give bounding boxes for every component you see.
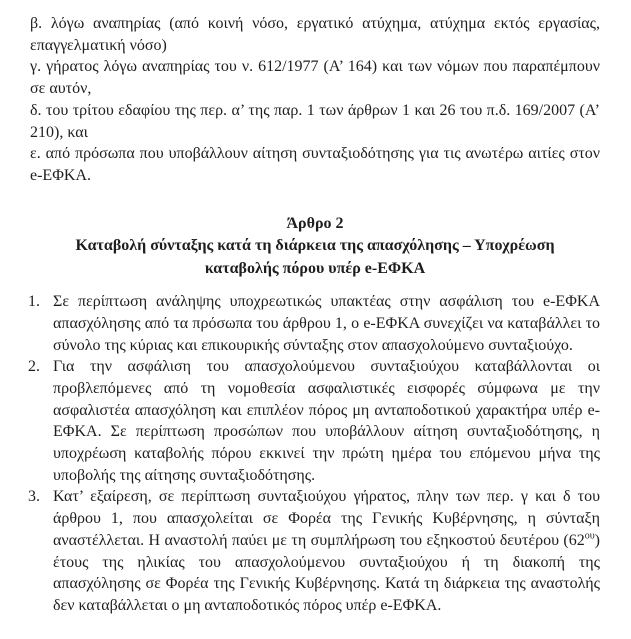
article-number-title: Άρθρο 2	[286, 214, 344, 232]
intro-item-epsilon: ε. από πρόσωπα που υποβάλλουν αίτηση συνταξιοδότησης για τις ανωτέρω αιτίες στον e-ΕΦΚΑ.	[30, 145, 600, 184]
intro-item-gamma: γ. γήρατος λόγω αναπηρίας του ν. 612/1977 (Α’ 164) και των νόμων που παραπέμπουν σε αυτόν,	[30, 58, 600, 98]
list-item-2-text: Για την ασφάλιση του απασχολούμενου συνταξιούχου καταβάλλονται οι προβλεπόμενες από τη νομοθεσία ασφαλιστικές εισφορές σύμφωνα με την ασφαλιστέα απασχόληση και επιπλέον πόρος μη ανταποδοτικού χαρακτήρα υπέρ e-ΕΦΚΑ. Σε περίπτωση προσώπων που υποβάλλουν αίτηση συνταξιοδότησης, η υποχρέωση καταβολής πόρου εκκινεί την πρώτη ημέρα του επόμενου μήνα της υποβολής της αίτησης συνταξιοδότησης.	[53, 358, 600, 484]
list-item-2-number: 2.	[28, 358, 40, 376]
list-item-3-text-after-sup: ) έτους της ηλικίας του απασχολούμενου συνταξιούχου ή τη διακοπή της απασχόλησης σε Φορέα της Γενικής Κυβέρνησης. Κατά τη διάρκεια της αναστολής δεν καταβάλλεται ο μη ανταποδοτικός πόρος υπέρ e-ΕΦΚΑ.	[53, 531, 600, 614]
list-item-2	[30, 356, 600, 486]
intro-item-beta: β. λόγω αναπηρίας (από κοινή νόσο, εργατικό ατύχημα, ατύχημα εκτός εργασίας, επαγγελματική νόσο)	[30, 15, 600, 54]
article-subtitle-line1: Καταβολή σύνταξης κατά τη διάρκεια της απασχόλησης – Υποχρέωση	[75, 237, 555, 255]
list-item-1-text: Σε περίπτωση ανάληψης υποχρεωτικώς υπακτέας στην ασφάλιση του e-ΕΦΚΑ απασχόλησης από τα πρόσωπα του άρθρου 1, ο e-ΕΦΚΑ συνεχίζει να καταβάλλει το σύνολο της κύριας και επικουρικής σύνταξης στον απασχολούμενο συνταξιούχο.	[53, 293, 600, 354]
article-subtitle-line2: καταβολής πόρου υπέρ e-ΕΦΚΑ	[204, 259, 426, 277]
list-item-3	[30, 486, 600, 616]
list-item-3-text-before-sup: Κατ’ εξαίρεση, σε περίπτωση συνταξιούχου γήρατος, πλην των περ. γ και δ του άρθρου 1, που απασχολείται σε Φορέα της Γενικής Κυβέρνησης, η σύνταξη αναστέλλεται. Η αναστολή παύει με τη συμπλήρωση του εξηκοστού δευτέρου (62	[53, 488, 600, 549]
list-item-3-superscript: ου	[584, 530, 595, 542]
intro-item-delta: δ. του τρίτου εδαφίου της περ. α’ της παρ. 1 των άρθρων 1 και 26 του π.δ. 169/2007 (Α’ 210), και	[30, 101, 600, 141]
numbered-list	[30, 291, 600, 617]
list-item-1-number: 1.	[28, 293, 40, 311]
list-item-1	[30, 291, 600, 356]
intro-paragraphs	[30, 13, 600, 187]
list-item-3-number: 3.	[28, 488, 40, 506]
article-heading	[30, 213, 600, 281]
